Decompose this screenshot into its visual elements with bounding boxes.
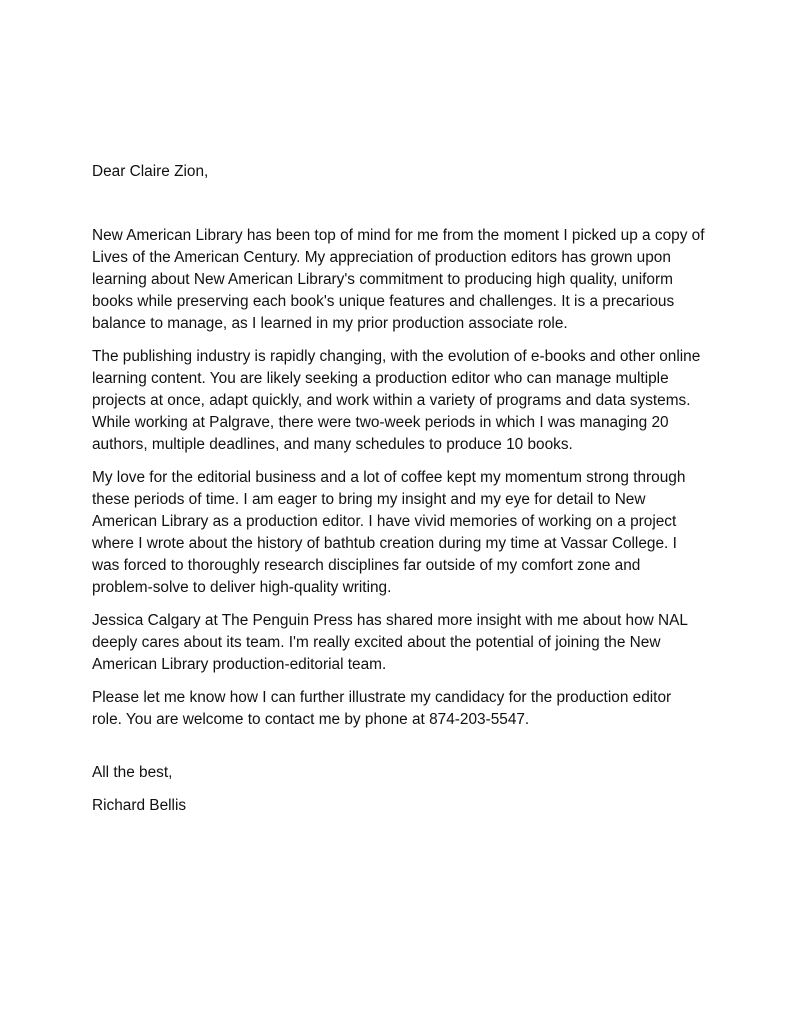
letter-body [92, 161, 705, 817]
closing-line: All the best, [92, 764, 173, 781]
letter-paragraph-3: My love for the editorial business and a lot of coffee kept my momentum strong through these periods of time. I am eager to bring my insight and my eye for detail to New American Library as a production editor. I have vivid memories of working on a project where I wrote about the history of bathtub creation during my time at Vassar College. I was forced to thoroughly research disciplines far outside of my comfort zone and problem-solve to deliver high-quality writing. [92, 469, 686, 596]
salutation: Dear Claire Zion, [92, 163, 209, 180]
letter-paragraph-4: Jessica Calgary at The Penguin Press has shared more insight with me about how NAL deeply cares about its team. I'm really excited about the potential of joining the New American Library production-editorial team. [92, 612, 688, 673]
letter-paragraph-1: New American Library has been top of mind for me from the moment I picked up a copy of Lives of the American Century. My appreciation of production editors has grown upon learning about New American Library's commitment to producing high quality, uniform books while preserving each book's unique features and challenges. It is a precarious balance to manage, as I learned in my prior production associate role. [92, 227, 705, 332]
letter-paragraph-2: The publishing industry is rapidly changing, with the evolution of e-books and other online learning content. You are likely seeking a production editor who can manage multiple projects at once, adapt quickly, and work within a variety of programs and data systems. While working at Palgrave, there were two-week periods in which I was managing 20 authors, multiple deadlines, and many schedules to produce 10 books. [92, 348, 701, 453]
letter-paragraph-5: Please let me know how I can further illustrate my candidacy for the production editor role. You are welcome to contact me by phone at 874-203-5547. [92, 689, 672, 728]
signature-name: Richard Bellis [92, 797, 187, 814]
